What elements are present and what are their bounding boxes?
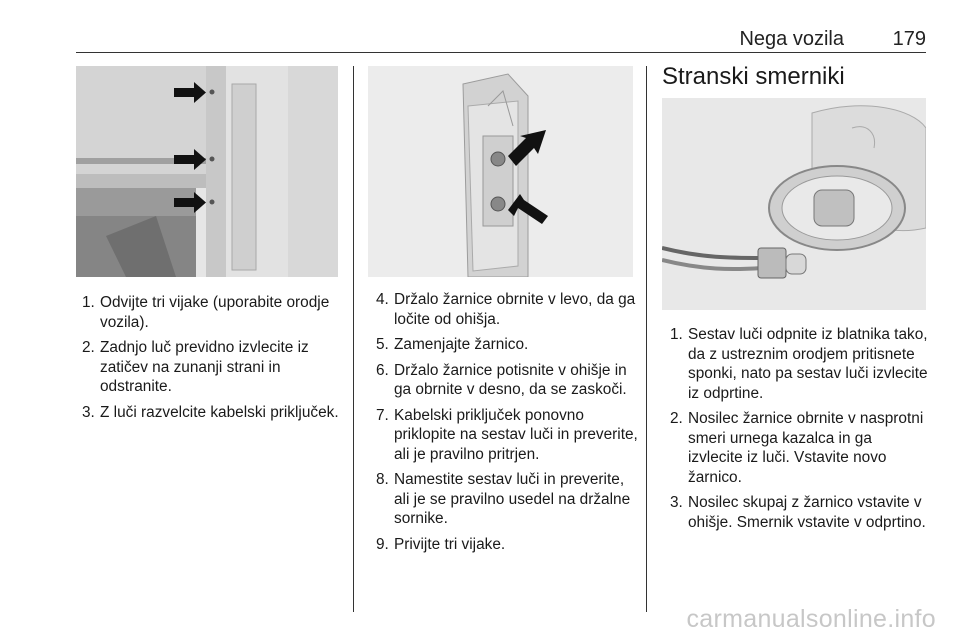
list-item: 3. Z luči razvelcite kabelski priključek. — [82, 403, 339, 421]
list-item: 7. Kabelski priključek ponovno priklopite na sestav luči in preverite, ali je pravilno pritrjen. — [376, 406, 638, 463]
list-item: 9. Privijte tri vijake. — [376, 535, 506, 553]
column3-steps — [670, 325, 928, 538]
rear-lamp-screws-illustration — [76, 66, 338, 277]
column1-steps — [82, 293, 344, 428]
page-number: 179 — [892, 28, 926, 50]
list-item: 1. Sestav luči odpnite iz blatnika tako, da z ustreznim orodjem pritisnete sponki, nato pa sestav luči izvlecite iz odprtine. — [670, 326, 928, 402]
bulb-holder-illustration — [368, 66, 633, 277]
page-header-title: Nega vozila — [739, 28, 844, 50]
column-divider — [646, 66, 647, 612]
list-item: 5. Zamenjajte žarnico. — [376, 336, 529, 353]
column-divider — [353, 66, 354, 612]
section-title: Stranski smerniki — [662, 63, 845, 90]
side-indicator-illustration — [662, 98, 926, 310]
list-item: 4. Držalo žarnice obrnite v levo, da ga ločite od ohišja. — [376, 291, 636, 328]
page-header — [76, 26, 926, 53]
list-item: 2. Zadnjo luč previdno izvlecite iz zatičev na zunanji strani in odstranite. — [82, 339, 309, 395]
watermark: carmanualsonline.info — [686, 605, 936, 633]
list-item: 3. Nosilec skupaj z žarnico vstavite v ohišje. Smernik vstavite v odprtino. — [670, 494, 926, 531]
list-item: 1. Odvijte tri vijake (uporabite orodje vozila). — [82, 294, 330, 331]
column2-steps — [376, 290, 638, 560]
list-item: 8. Namestite sestav luči in preverite, ali je se pravilno usedel na držalne sornike. — [376, 471, 631, 527]
list-item: 2. Nosilec žarnice obrnite v nasprotni smeri urnega kazalca in ga izvlecite iz luči. Vstavite novo žarnico. — [670, 410, 924, 486]
list-item: 6. Držalo žarnice potisnite v ohišje in ga obrnite v desno, da se zaskoči. — [376, 361, 627, 398]
